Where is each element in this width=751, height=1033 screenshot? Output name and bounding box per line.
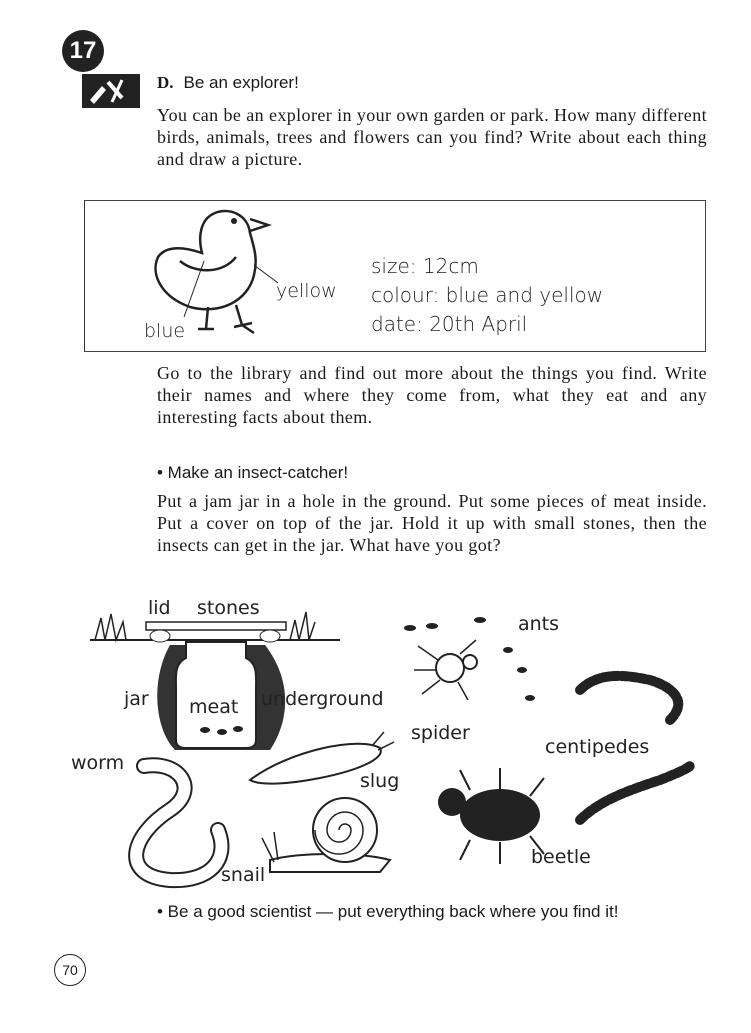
label-lid: lid: [148, 597, 171, 619]
label-jar: jar: [124, 688, 149, 710]
note-colour: colour: blue and yellow: [371, 283, 604, 307]
section-title: Be an explorer!: [183, 73, 299, 92]
label-snail: snail: [221, 864, 266, 886]
writing-activity-icon: [82, 74, 140, 108]
label-ants: ants: [518, 613, 560, 635]
library-paragraph: Go to the library and find out more about the things you find. Write their names and where they come from, what they eat and any interesting facts about them.: [157, 363, 707, 427]
label-stones: stones: [197, 597, 260, 619]
page-number: 70: [54, 954, 86, 986]
label-centipedes: centipedes: [545, 736, 650, 758]
unit-number-badge: 17: [62, 30, 104, 72]
label-meat: meat: [189, 696, 239, 718]
example-note: [371, 252, 603, 339]
intro-paragraph: You can be an explorer in your own garden or park. How many different birds, animals, trees and flowers can you find? Write about each thing and draw a picture.: [157, 105, 707, 169]
label-slug: slug: [360, 770, 400, 792]
label-spider: spider: [411, 722, 470, 744]
label-beetle: beetle: [531, 846, 591, 868]
section-letter: D.: [157, 73, 174, 92]
section-heading: [157, 73, 299, 93]
chick-drawing: [150, 205, 300, 335]
label-blue: blue: [144, 320, 186, 342]
catcher-paragraph: Put a jam jar in a hole in the ground. Put some pieces of meat inside. Put a cover on top of the jar. Hold it up with small stones, then the insects can get in the jar. What have you got?: [157, 491, 707, 555]
label-underground: underground: [261, 688, 384, 710]
note-size: size: 12cm: [371, 254, 479, 278]
bullet-good-scientist: • Be a good scientist — put everything back where you find it!: [157, 902, 619, 921]
bullet-insect-catcher: • Make an insect-catcher!: [157, 463, 349, 482]
note-date: date: 20th April: [371, 312, 528, 336]
label-worm: worm: [71, 752, 125, 774]
label-yellow: yellow: [276, 280, 337, 302]
